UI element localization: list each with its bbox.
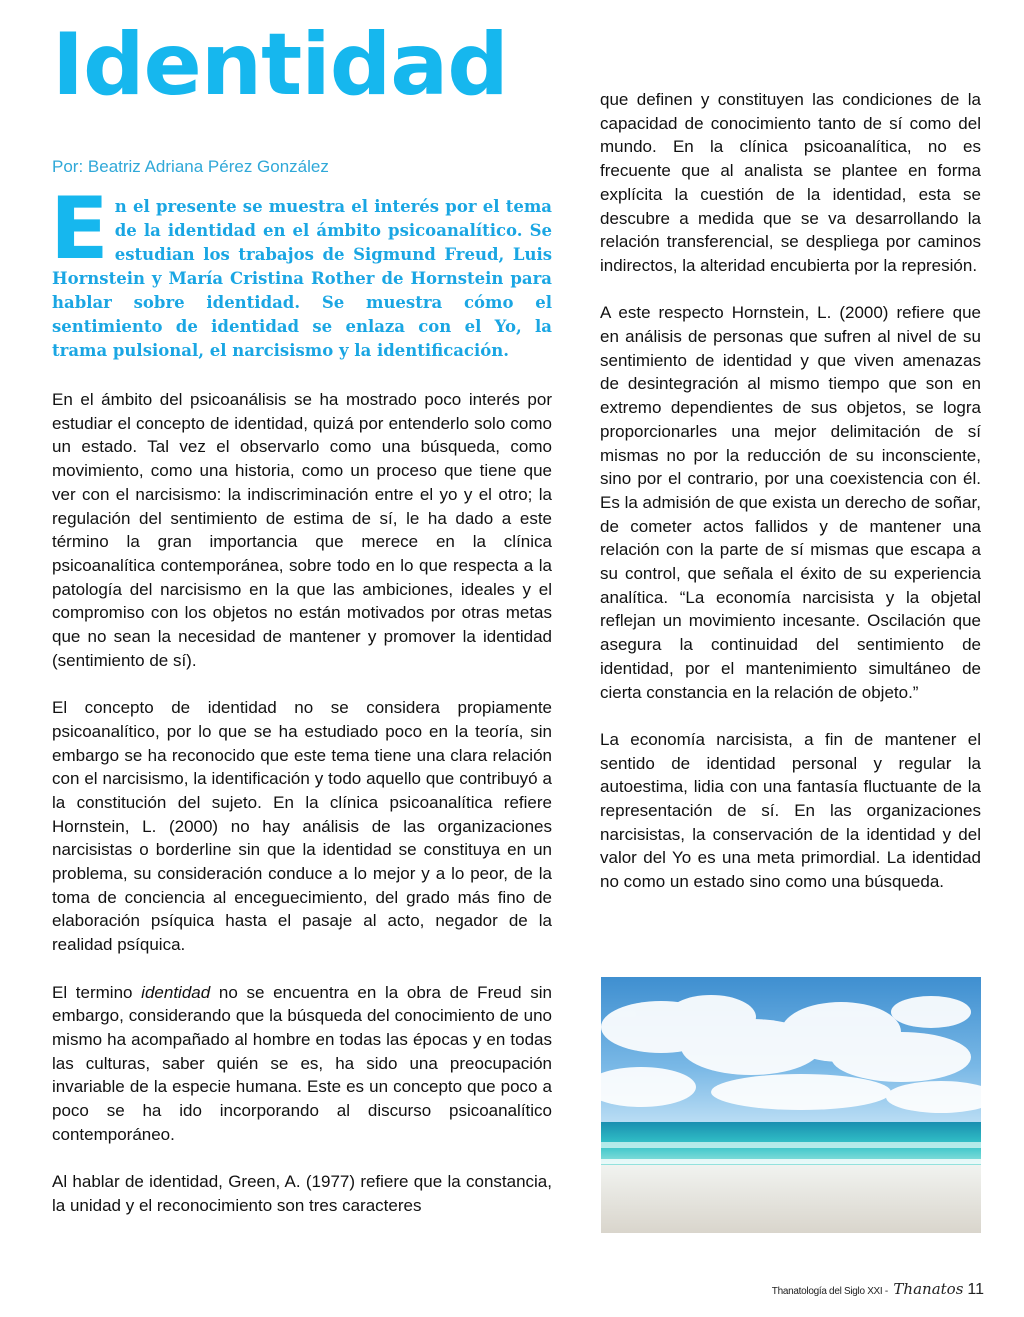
emphasis-term: identidad <box>141 982 211 1002</box>
paragraph-text: El termino <box>52 982 142 1002</box>
body-paragraph <box>52 981 552 1147</box>
page-number: 11 <box>967 1281 984 1298</box>
paragraph-text: no se encuentra en la obra de Freud sin embargo, considerando que la búsqueda del conocimiento de uno mismo ha acompañado al hombre en todas las épocas y en todas las culturas, saber quién se es, ha sido una preocupación invariable de la especie humana. Este es un concepto que poco a poco se ha ido incorporando al discurso psicoanalítico contemporáneo. <box>52 982 553 1144</box>
drop-cap: E <box>50 179 109 279</box>
body-paragraph: que definen y constituyen las condiciones de la capacidad de conocimiento tanto de sí como del mundo. En la clínica psicoanalítica, no es frecuente que al analista se plantee en forma explícita la cuestión de la identidad, esta se descubre a medida que se va desarrollando la relación transferencial, se despliega por caminos indirectos, la alteridad encubierta por la represión. <box>600 90 981 275</box>
footer-separator: - <box>882 1286 891 1297</box>
beach-photo <box>601 977 981 1233</box>
journal-name: Thanatología del Siglo XXI <box>771 1286 883 1297</box>
body-paragraph: La economía narcisista, a fin de mantener el sentido de identidad personal y regular la autoestima, lidia con una fantasía fluctuante de la representación de sí. En las organizaciones narcisistas, la conservación de la identidad y del valor del Yo es una meta primordial. La identidad no como un estado sino como una búsqueda. <box>600 729 981 892</box>
body-paragraph: Al hablar de identidad, Green, A. (1977) refiere que la constancia, la unidad y el reconocimiento son tres caracteres <box>52 1172 552 1215</box>
author-byline: Por: Beatriz Adriana Pérez González <box>52 157 329 176</box>
page-footer <box>772 1280 984 1299</box>
left-column <box>52 388 552 1241</box>
abstract-text: n el presente se muestra el interés por el tema de la identidad en el ámbito psicoanalítico. Se estudian los trabajos de Sigmund Freud, Luis Hornstein y María Cristina Rother de Hornstein para hablar sobre identidad. Se muestra cómo el sentimiento de identidad se enlaza con el Yo, la trama pulsional, el narcisismo y la identificación. <box>52 197 552 360</box>
article-abstract <box>50 179 552 363</box>
body-paragraph: A este respecto Hornstein, L. (2000) refiere que en análisis de personas que sufren al nivel de su sentimiento de identidad y que viven amenazas de desintegración al mismo tiempo que son en extremo dependientes de sus objetos, se logra proporcionarles una mejor delimitación de sí mismas no por la reducción de su inconsciente, sino por el contrario, por una coexistencia con él. Es la admisión de que exista un derecho de soñar, de cometer actos fallidos y de mantener una relación con la parte de sí mismas que escapa a su control, que señala el éxito de su experiencia analítica. “La economía narcisista y la objetal reflejan un movimiento incesante. Oscilación que asegura la continuidad del sentimiento de identidad, por el mantenimiento simultáneo de cierta constancia en la relación de objeto.” <box>600 303 981 702</box>
body-paragraph: El concepto de identidad no se considera propiamente psicoanalítico, por lo que se ha estudiado poco en la teoría, sin embargo se ha reconocido que este tema tiene una clara relación con el narcisismo, la identificación y todo aquello que contribuyó a la constitución del sujeto. En la clínica psicoanalítica refiere Hornstein, L. (2000) no hay análisis de las organizaciones narcisistas o borderline sin que la identidad se constituya en un problema, su consideración conduce a lo mejor y a lo peor, de la toma de conciencia al enceguecimiento, del grado más fino de elaboración psíquica hasta el pasaje al acto, negador de la realidad psíquica. <box>52 698 552 955</box>
right-column <box>600 88 981 918</box>
article-title: Identidad <box>52 15 508 115</box>
body-paragraph: En el ámbito del psicoanálisis se ha mostrado poco interés por estudiar el concepto de identidad, quizá por entenderlo solo como un estado. Tal vez el observarlo como una búsqueda, como movimiento, como una historia, como un proceso que tiene que ver con el narcisismo: la indiscriminación entre el yo y el otro; la regulación del sentimiento de estima de sí, le ha dado a este término la gran importancia que merece en la clínica psicoanalítica contemporánea, sobre todo en lo que respecta a la patología del narcisismo en la que las ambiciones, ideales y el compromiso con los objetos no están motivados por otras metas que no sean la necesidad de mantener y promover la identidad (sentimiento de sí). <box>52 390 552 670</box>
journal-brand: Thanatos <box>893 1280 964 1298</box>
